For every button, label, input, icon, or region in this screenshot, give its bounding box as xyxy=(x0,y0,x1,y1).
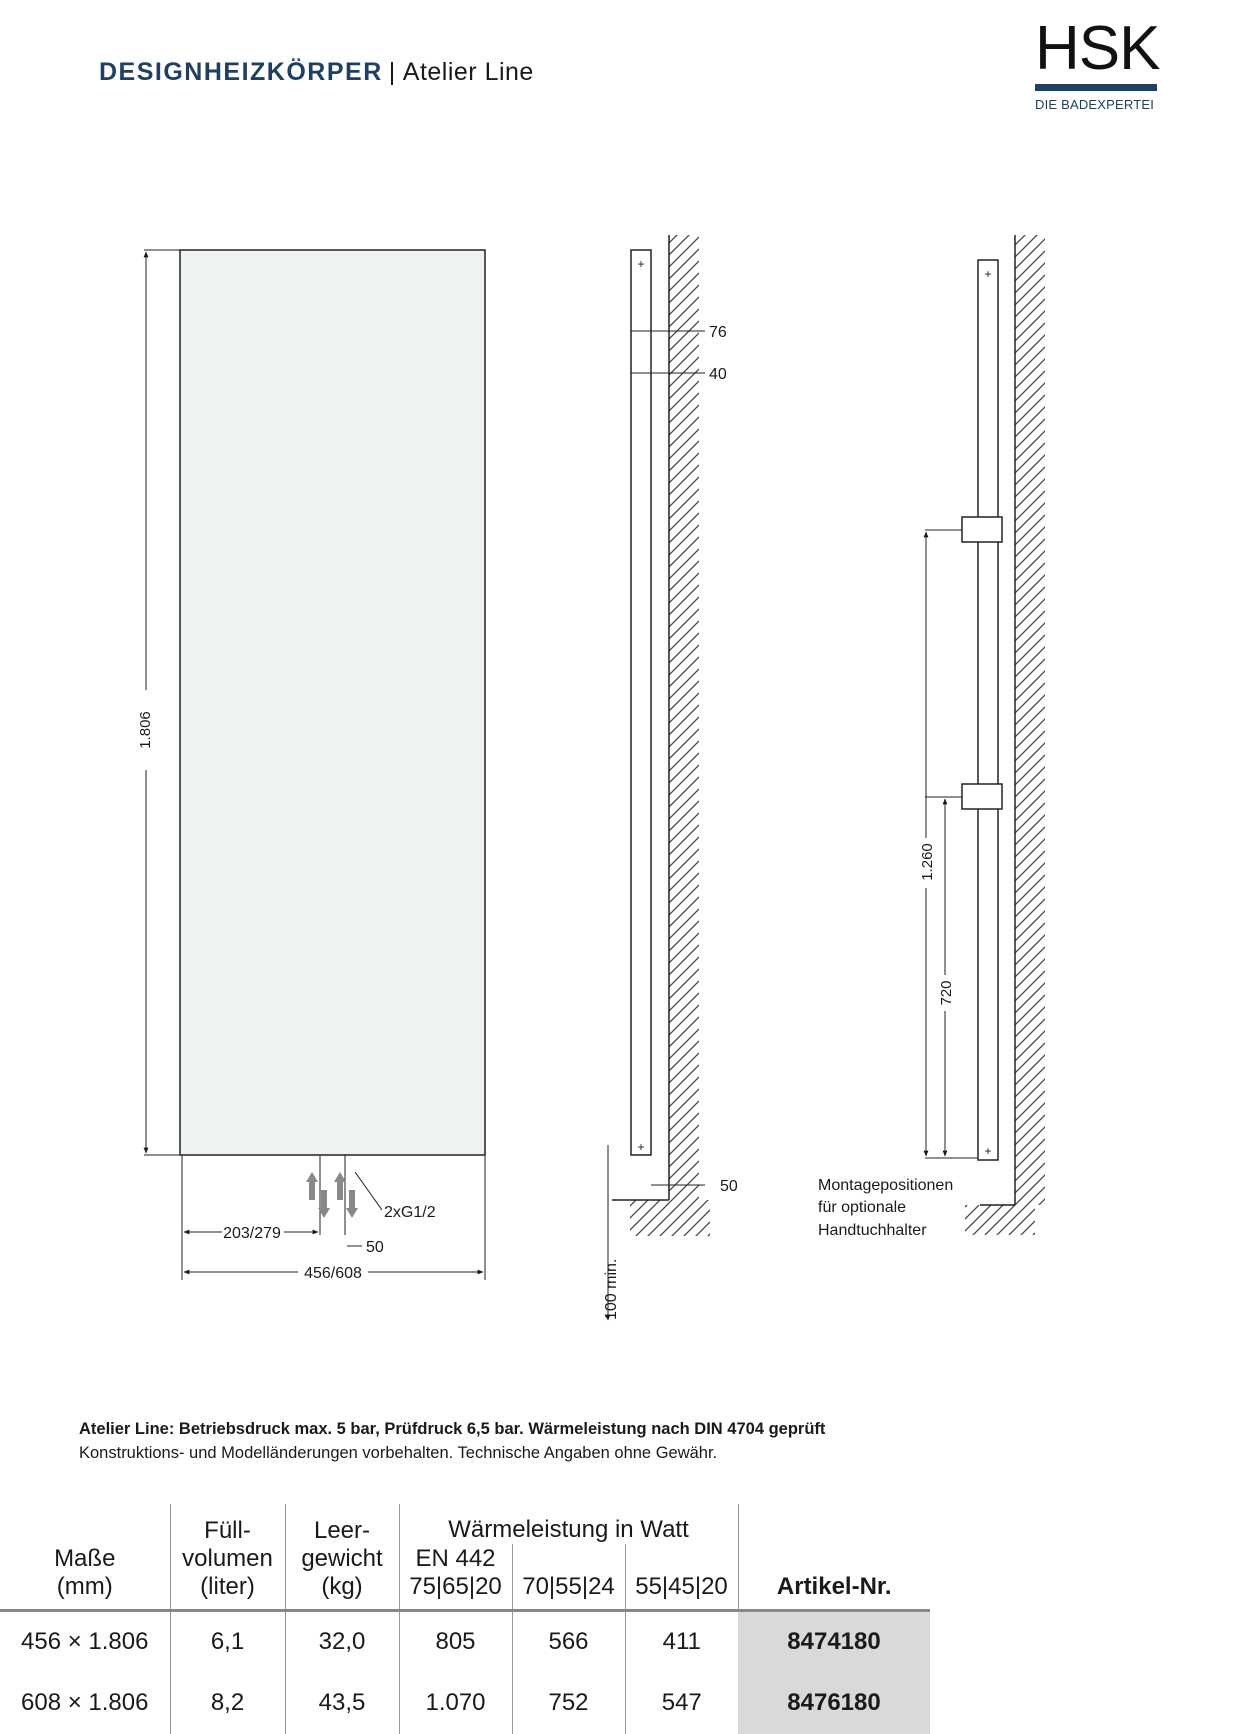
holder-note-line1: Montagepositionen xyxy=(818,1177,954,1194)
header-size-l2: (mm) xyxy=(56,1572,113,1600)
header-volume-l2: volumen xyxy=(182,1544,273,1572)
svg-text:+: + xyxy=(984,267,992,281)
holder-note-line3: Handtuchhalter xyxy=(818,1222,927,1239)
width-dimension-label: 456/608 xyxy=(304,1265,362,1282)
header-t2: 70|55|24 xyxy=(512,1544,625,1610)
header-size xyxy=(0,1504,170,1610)
conn-spacing-label: 50 xyxy=(366,1239,384,1256)
connection-arrows xyxy=(306,1172,358,1218)
header-weight-l3: (kg) xyxy=(321,1572,363,1600)
row1-weight: 32,0 xyxy=(285,1610,399,1672)
towel-holder-lower xyxy=(962,784,1002,809)
table-row xyxy=(0,1610,930,1672)
logo-brand: HSK xyxy=(1035,14,1160,83)
notes-line2: Konstruktions- und Modelländerungen vorbehalten. Technische Angaben ohne Gewähr. xyxy=(79,1444,718,1462)
row1-volume: 6,1 xyxy=(170,1610,285,1672)
header-weight xyxy=(285,1504,399,1610)
connection-label: 2xG1/2 xyxy=(384,1204,436,1221)
header-t1 xyxy=(399,1544,512,1610)
depth-total-label: 76 xyxy=(709,324,727,341)
header-t3: 55|45|20 xyxy=(625,1544,738,1610)
row2-size: 608 × 1.806 xyxy=(0,1672,170,1734)
notes-line1: Atelier Line: Betriebsdruck max. 5 bar, Prüfdruck 6,5 bar. Wärmeleistung nach DIN 4704 geprüft xyxy=(79,1420,826,1438)
header-weight-l1: Leer- xyxy=(313,1516,371,1544)
header-article: Artikel-Nr. xyxy=(738,1504,930,1610)
offset-dimension-label: 203/279 xyxy=(223,1225,281,1242)
row2-w3: 547 xyxy=(661,1689,702,1716)
towel-holder-upper xyxy=(962,517,1002,542)
product-name: Atelier Line xyxy=(402,58,534,86)
header-volume xyxy=(170,1504,285,1610)
radiator-side-profile xyxy=(631,250,651,1155)
row2-w2: 752 xyxy=(512,1672,625,1734)
radiator-front-panel xyxy=(180,250,485,1155)
header-volume-l3: (liter) xyxy=(200,1572,255,1600)
holder-upper-label: 1.260 xyxy=(919,843,936,881)
row1-size: 456 × 1.806 xyxy=(0,1610,170,1672)
front-view xyxy=(132,250,485,1282)
side-view xyxy=(603,235,738,1320)
holder-lower-label: 720 xyxy=(938,980,955,1006)
row1-w1: 805 xyxy=(399,1610,512,1672)
header-size-l1: Maße xyxy=(54,1544,116,1572)
table-row xyxy=(0,1672,930,1734)
row2-article: 8476180 xyxy=(738,1672,930,1734)
title-separator: | xyxy=(388,58,397,86)
header-heat: Wärmeleistung in Watt xyxy=(448,1516,689,1543)
row1-w3: 411 xyxy=(662,1627,701,1655)
radiator-mount-profile xyxy=(978,260,998,1160)
svg-text:+: + xyxy=(637,1140,645,1154)
row2-volume: 8,2 xyxy=(170,1672,285,1734)
bottom-gap-label: 50 xyxy=(720,1178,738,1195)
row1-article: 8474180 xyxy=(738,1610,930,1672)
row1-w2: 566 xyxy=(512,1610,625,1672)
category-label: DESIGNHEIZKÖRPER xyxy=(99,58,383,86)
header-weight-l2: gewicht xyxy=(301,1544,383,1572)
height-dimension-label: 1.806 xyxy=(137,711,154,749)
mounting-view xyxy=(818,235,1045,1239)
technical-notes xyxy=(79,1417,825,1465)
svg-text:+: + xyxy=(984,1144,992,1158)
spec-table xyxy=(0,1504,930,1734)
svg-text:+: + xyxy=(637,257,645,271)
header-t1-label: 75|65|20 xyxy=(409,1572,502,1600)
header-volume-l1: Füll- xyxy=(204,1516,251,1544)
holder-note-line2: für optionale xyxy=(818,1199,907,1216)
row2-w1: 1.070 xyxy=(399,1672,512,1734)
depth-panel-label: 40 xyxy=(709,366,727,383)
row2-weight: 43,5 xyxy=(285,1672,399,1734)
logo-tagline: DIE BADEXPERTEI xyxy=(1035,97,1155,112)
floor-min-label: 100 min. xyxy=(603,1258,620,1320)
header-en: EN 442 xyxy=(415,1544,496,1572)
